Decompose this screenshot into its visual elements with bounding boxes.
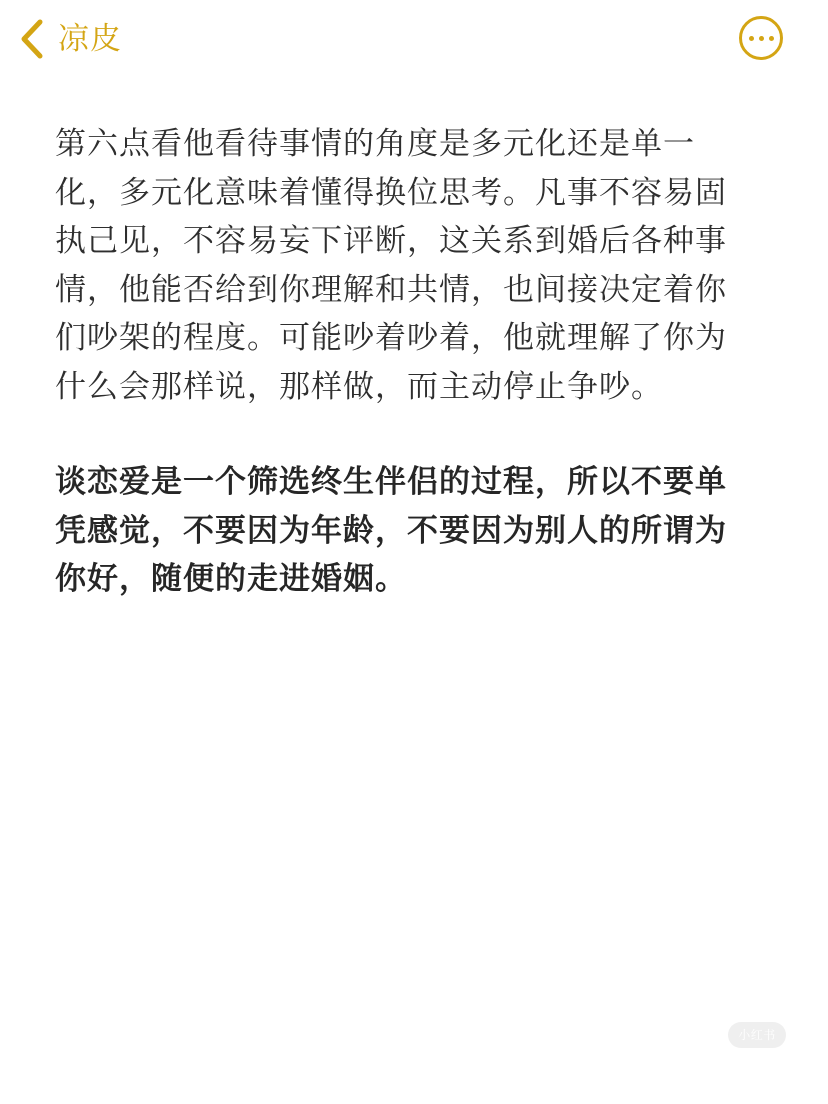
back-label: 凉皮 (58, 21, 122, 57)
note-paragraph-bold: 谈恋爱是一个筛选终生伴侣的过程，所以不要单凭感觉，不要因为年龄，不要因为别人的所谓为你好，随便的走进婚姻。 (55, 464, 727, 597)
watermark-logo: 小红书 (728, 1022, 786, 1048)
back-button[interactable] (18, 14, 122, 64)
more-options-icon (746, 36, 776, 41)
more-options-button[interactable] (739, 16, 783, 60)
note-paragraph: 第六点看他看待事情的角度是多元化还是单一化，多元化意味着懂得换位思考。凡事不容易固执己见，不容易妄下评断，这关系到婚后各种事情，他能否给到你理解和共情，也间接决定着你们吵架的程度。可能吵着吵着，他就理解了你为什么会那样说，那样做，而主动停止争吵。 (55, 126, 727, 405)
navigation-bar (0, 0, 828, 80)
note-content[interactable] (55, 120, 755, 604)
chevron-left-icon (18, 17, 48, 61)
